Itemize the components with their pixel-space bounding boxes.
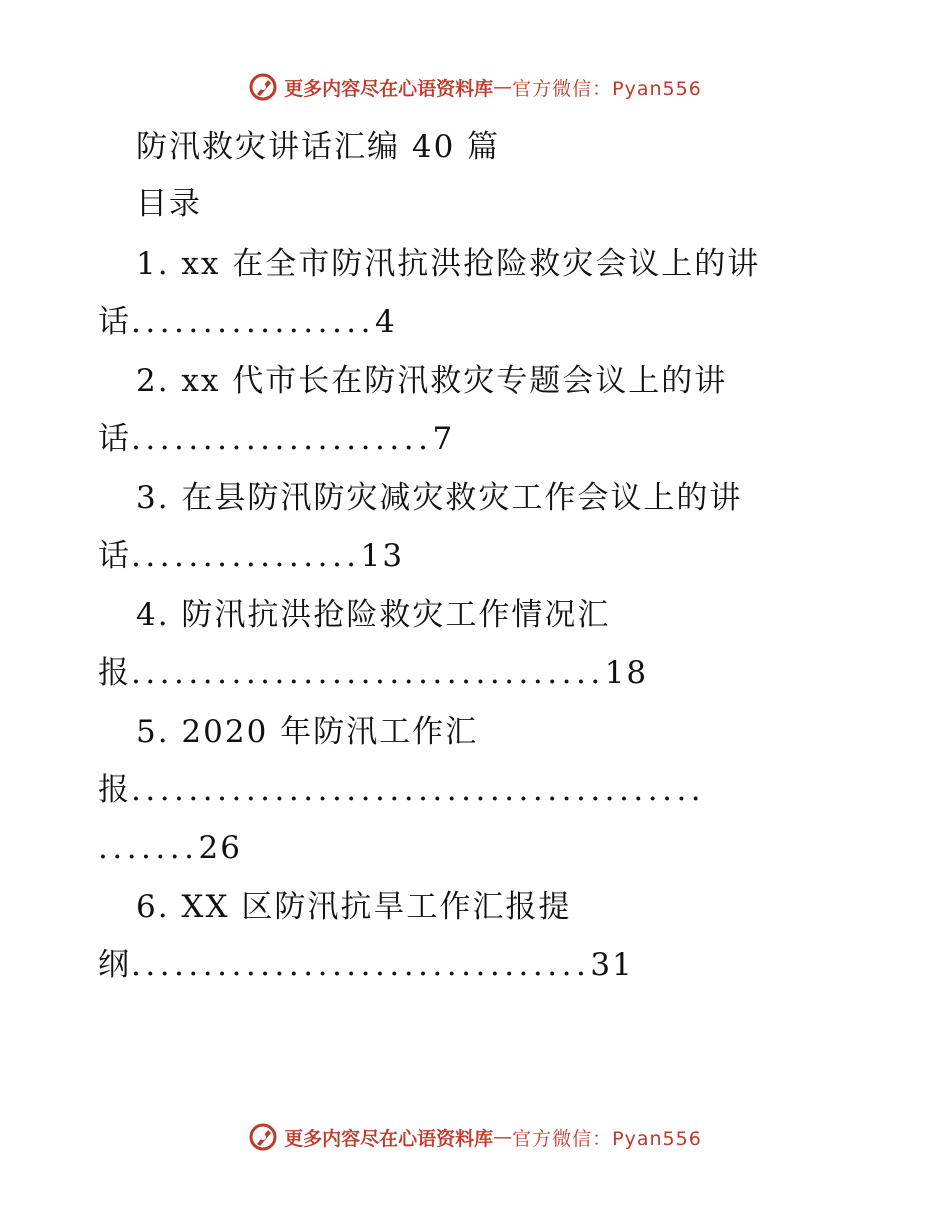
toc-entry-2-leader [98, 419, 454, 459]
watermark-brand: 更多内容尽在心语资料库 [284, 77, 494, 100]
toc-entry-3-page: 13 [360, 538, 405, 574]
watermark-separator: — [493, 76, 513, 98]
document-title: 防汛救灾讲话汇编 40 篇 [136, 129, 501, 165]
toc-entry-6-title-end: 纲 [98, 947, 131, 983]
toc-entry-5-title-end: 报 [98, 772, 131, 808]
toc-entry-5-dots: ........................................ [131, 772, 706, 808]
toc-entry-2-title-end: 话 [98, 421, 131, 457]
toc-entry-5-page: 26 [198, 830, 242, 866]
toc-entry-4-title: 4. 防汛抗洪抢险救灾工作情况汇 [136, 597, 611, 633]
toc-entry-4-title-end: 报 [98, 655, 131, 691]
toc-entry-2-page: 7 [432, 421, 455, 457]
toc-entry-1-dots: ................. [131, 304, 376, 340]
watermark-contact: 官方微信：Pyan556 [512, 1127, 702, 1150]
watermark-separator: — [493, 1126, 513, 1148]
toc-entry-1-title-end: 话 [98, 304, 131, 340]
toc-entry-4-leader [98, 653, 648, 693]
toc-entry-4-page: 18 [604, 655, 649, 691]
pen-logo-icon [248, 72, 278, 102]
toc-entry-4-dots: ................................. [131, 655, 605, 691]
toc-entry-6-dots: ................................ [131, 947, 591, 983]
pen-logo-icon [248, 1122, 278, 1152]
watermark-brand: 更多内容尽在心语资料库 [284, 1127, 494, 1150]
watermark-contact: 官方微信：Pyan556 [512, 77, 702, 100]
toc-heading: 目录 [136, 186, 202, 222]
toc-entry-5-leader-cont [98, 828, 242, 868]
watermark-banner-bottom [0, 1122, 950, 1152]
toc-entry-6-title: 6. XX 区防汛抗旱工作汇报提 [136, 889, 572, 925]
toc-entry-3-leader [98, 536, 404, 576]
toc-entry-6-page: 31 [590, 947, 634, 983]
toc-entry-2-dots: ..................... [131, 421, 433, 457]
watermark-banner-top [0, 72, 950, 102]
toc-entry-5-dots-cont: ....... [98, 830, 199, 866]
toc-entry-1-page: 4 [375, 304, 397, 340]
toc-entry-1-title: 1. xx 在全市防汛抗洪抢险救灾会议上的讲 [136, 246, 761, 282]
toc-entry-5-title: 5. 2020 年防汛工作汇 [136, 714, 479, 750]
toc-entry-3-title-end: 话 [98, 538, 131, 574]
toc-entry-6-leader [98, 945, 634, 985]
toc-entry-5-leader [98, 770, 705, 810]
toc-entry-3-dots: ................ [131, 538, 361, 574]
toc-entry-1-leader [98, 302, 397, 342]
toc-entry-2-title: 2. xx 代市长在防汛救灾专题会议上的讲 [136, 363, 728, 399]
toc-entry-3-title: 3. 在县防汛防灾减灾救灾工作会议上的讲 [136, 480, 743, 516]
